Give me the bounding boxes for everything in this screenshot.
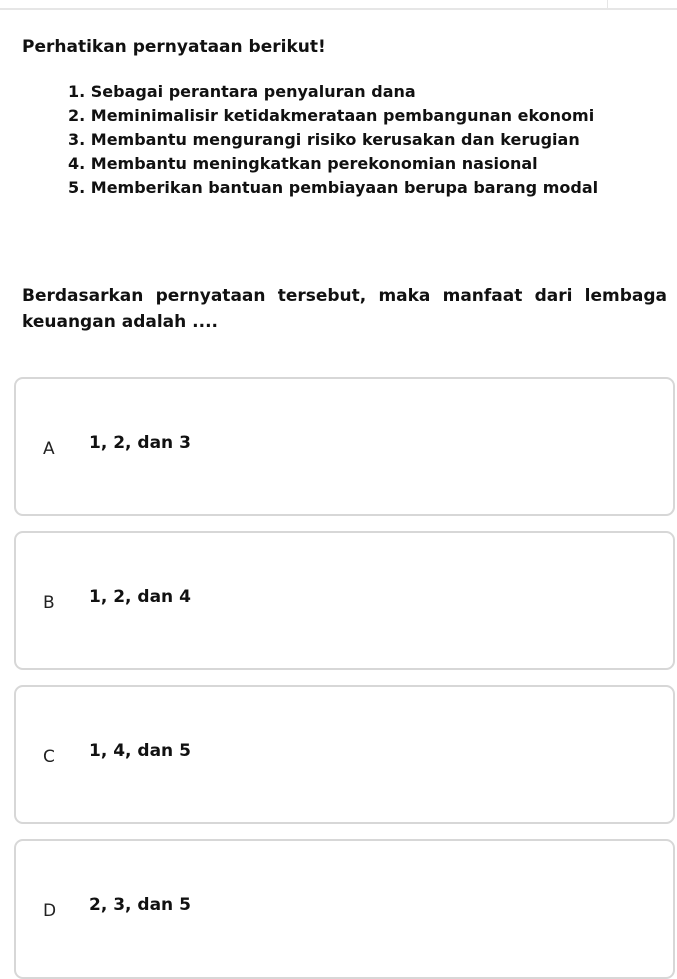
option-text: 2, 3, dan 5 bbox=[89, 895, 191, 915]
statement-item: 2. Meminimalisir ketidakmerataan pembangunan ekonomi bbox=[68, 106, 595, 125]
top-bar-divider bbox=[607, 0, 608, 10]
option-letter: B bbox=[43, 593, 55, 613]
option-letter: A bbox=[43, 439, 55, 459]
statement-item: 1. Sebagai perantara penyaluran dana bbox=[68, 82, 416, 101]
question-intro: Perhatikan pernyataan berikut! bbox=[22, 37, 326, 57]
question-prompt: Berdasarkan pernyataan tersebut, maka manfaat dari lembaga keuangan adalah .... bbox=[22, 286, 667, 332]
answer-option-a[interactable] bbox=[14, 377, 675, 516]
statement-list bbox=[68, 80, 667, 200]
option-text: 1, 2, dan 3 bbox=[89, 433, 191, 453]
statement-item: 5. Memberikan bantuan pembiayaan berupa barang modal bbox=[68, 178, 599, 197]
option-text: 1, 4, dan 5 bbox=[89, 741, 191, 761]
option-letter: C bbox=[43, 747, 55, 767]
answer-option-d[interactable] bbox=[14, 839, 675, 979]
statement-item: 3. Membantu mengurangi risiko kerusakan dan kerugian bbox=[68, 130, 580, 149]
answer-option-c[interactable] bbox=[14, 685, 675, 824]
option-text: 1, 2, dan 4 bbox=[89, 587, 191, 607]
answer-option-b[interactable] bbox=[14, 531, 675, 670]
answer-options bbox=[14, 377, 675, 979]
question-block bbox=[22, 34, 667, 200]
top-bar bbox=[0, 0, 677, 10]
option-letter: D bbox=[43, 901, 57, 921]
statement-item: 4. Membantu meningkatkan perekonomian nasional bbox=[68, 154, 538, 173]
